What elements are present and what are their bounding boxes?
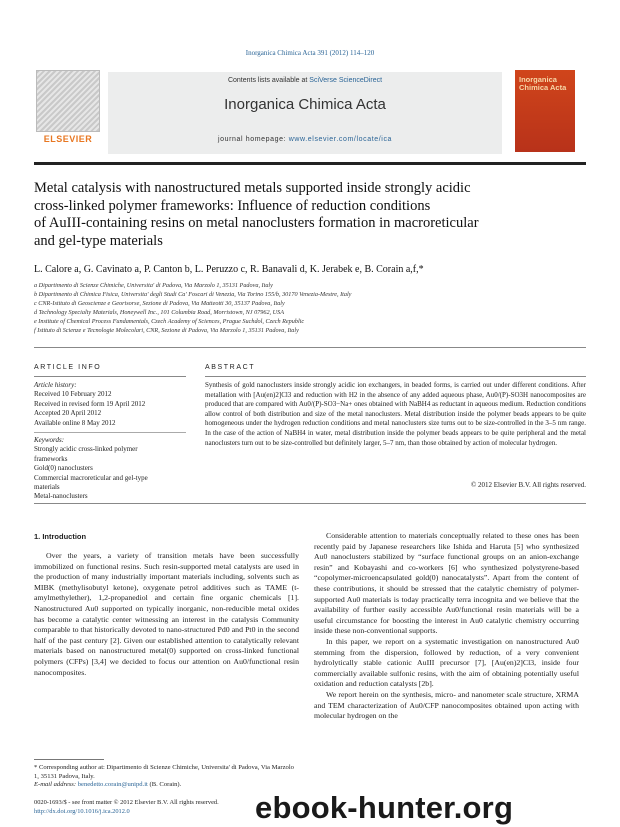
keyword-item: Metal-nanoclusters <box>34 492 88 501</box>
watermark: ebook-hunter.org <box>255 790 514 825</box>
history-item: Received 10 February 2012 <box>34 390 112 399</box>
affiliation-item: d Technology Specialty Materials, Honeywell Inc., 101 Columbia Road, Morristown, NJ 07962, USA <box>34 309 284 317</box>
history-item: Received in revised form 19 April 2012 <box>34 399 146 408</box>
body-paragraph: In this paper, we report on a systematic investigation on nanostructured Au0 stemming from the dispersion, followed by reduction, of a very convenient hydrolytically stable cationic AuIII precursor [7], [Au(en)2]Cl3, inside four commercially available sulfonic resins, with the aim of obtaining potentially useful oxidation and reduction catalysts [2b]. <box>314 636 579 689</box>
email-link[interactable]: benedetto.corain@unipd.it <box>77 781 148 789</box>
article-title: Metal catalysis with nanostructured metals supported inside strongly acidic cross-linked polymer frameworks: Influence of reduction conditions of AuIII-containing resins on metal nanoclusters formation in macroreticular and gel-type materials <box>34 180 479 249</box>
body-paragraph: We report herein on the synthesis, micro- and nanometer scale structure, XRMA and TEM characterization of Au0/CFP nanocomposites obtained upon acting with molecular hydrogen on the <box>314 689 579 721</box>
article-info-rule <box>34 376 186 377</box>
section-heading-introduction: 1. Introduction <box>34 532 87 541</box>
copyright-notice: © 2012 Elsevier B.V. All rights reserved. <box>470 481 586 489</box>
history-item: Available online 8 May 2012 <box>34 418 116 427</box>
author-list: L. Calore a, G. Cavinato a, P. Canton b, L. Peruzzo c, R. Banavali d, K. Jerabek e, B. Corain a,f,* <box>34 264 424 275</box>
issn-line: 0020-1693/$ - see front matter © 2012 Elsevier B.V. All rights reserved. <box>34 799 219 806</box>
keywords-rule <box>34 432 186 433</box>
keyword-item: Strongly acidic cross-linked polymer <box>34 445 138 454</box>
keywords-label: Keywords: <box>34 436 65 444</box>
journal-header-box <box>108 72 502 154</box>
email-line: E-mail address: benedetto.corain@unipd.it (B. Corain). <box>34 781 182 789</box>
affiliation-item: a Dipartimento di Scienze Chimiche, Universita' di Padova, Via Marzolo 1, 35131 Padova, Italy <box>34 282 273 289</box>
affiliation-item: e Institute of Chemical Process Fundamentals, Czech Academy of Sciences, Prague Suchdol, Czech Republic <box>34 318 305 326</box>
doi-link[interactable]: http://dx.doi.org/10.1016/j.ica.2012.0 <box>34 807 130 815</box>
section-divider <box>34 347 586 348</box>
affiliations <box>34 281 586 336</box>
history-item: Accepted 20 April 2012 <box>34 409 102 418</box>
body-divider <box>34 503 586 504</box>
journal-homepage: journal homepage: www.elsevier.com/locate/ica <box>217 136 393 143</box>
body-column-right <box>314 531 579 722</box>
homepage-link[interactable]: www.elsevier.com/locate/ica <box>288 136 393 143</box>
elsevier-tree-icon <box>36 70 100 132</box>
affiliation-item: b Dipartimento di Chimica Fisica, Universita' degli Studi Ca' Foscari di Venezia, Via Torino 155/b, 30170 Venezia-Mestre, Italy <box>34 291 352 299</box>
affiliation-item: c CNR-Istituto di Geoscienze e Georisorse, Sezione di Padova, Via Matteotti 30, 35137 Padova, Italy <box>34 300 285 308</box>
body-paragraph: Considerable attention to materials conceptually related to these ones has been recently paid by Japanese researchers like Ishida and Haruta [5] who synthesized Au0 nanoclusters stabilized by “surface functional groups on an anion-exchange resin” and Kobayashi and co-workers [6] who synthesized polystyrene-based “copolymer-microencapsulated gold(0) nanocatalysts”. Apart from the content of these contributions, it should be stressed that the catalytic chemistry of polymer-supported Au0 materials is today practically terra incognita and we believe that the availability of further easily accessible Au0/functional resin materials will be a useful circumstance for boosting the interest in Au0 catalytic chemistry occurring inside these non-conventional supports. <box>314 531 579 636</box>
article-info-heading: ARTICLE INFO <box>34 364 102 371</box>
body-paragraph: Over the years, a variety of transition metals have been successfully immobilized on functional resins. Such resin-supported metal catalysts are used in the production of many industrially important materials including, solvents such as MIBK (methylisobutyl ketone), oxygenate petrol additives such as TAME (t-amylmethylether), 1,2-propanediol and certain fine organic chemicals [1]. Nanostructured Au0 supported on typically inorganic, non-reducible metal oxides has become a catalytic center witnessing an interest in the catalysis Community comparable to that historically devoted to nano-structured Pd0 and Pt0 in the second half of the past century [2]. Given our established attention to catalytically relevant materials based on nanostructured metal(0) supported on cross-linked functional polymers (CFPs) [3,4] we decided to focus our attention on Au0/functional resin nanocomposites. <box>34 551 299 677</box>
abstract-heading: ABSTRACT <box>205 364 256 371</box>
article-history <box>34 381 186 428</box>
history-label: Article history: <box>34 381 77 389</box>
body-column-left <box>34 551 299 678</box>
journal-title: Inorganica Chimica Acta <box>224 96 386 113</box>
keyword-item: materials <box>34 483 60 492</box>
corresponding-author-note: * Corresponding author at: Dipartimento di Scienze Chimiche, Universita' di Padova, Via Marzolo 1, 35131 Padova, Italy. <box>34 764 294 780</box>
abstract-text: Synthesis of gold nanoclusters inside strongly acidic ion exchangers, in beaded forms, is carried out under different conditions. After metallation with [Au(en)2]Cl3 and reduction with H2 in the absence of any added aqueous phase, Au0/(P)-SO3H nanocomposites are produced that are compared with Au0/(P)-SO3−Na+ ones obtained with NaBH4 as reductant in aqueous medium. Reduction conditions allow control of both distribution and size of the metal nanoclusters. Metal distribution inside the polymer beads appears to be quite homogeneous under the hydrogen reduction conditions and metal nanoclusters size turns out to be size-controlled in the 3–5 nm range. In the case of the action of NaBH4 in water, metal distribution inside the polymer beads appears to be quite peripheral and the metal nanoclusters turn out to be size-controlled but definitely larger, 5–7 nm, than those obtained by action of molecular hydrogen. <box>205 381 586 447</box>
publisher-name: ELSEVIER <box>43 134 93 144</box>
keyword-item: Commercial macroreticular and gel-type <box>34 473 148 482</box>
journal-cover-image <box>515 70 575 152</box>
keyword-item: frameworks <box>34 454 68 463</box>
affiliation-item: f Istituto di Scienze e Tecnologie Molecolari, CNR, Sezione di Padova, Via Marzolo 1, 35131 Padova, Italy <box>34 327 299 335</box>
journal-citation[interactable]: Inorganica Chimica Acta 391 (2012) 114–120 <box>245 49 375 57</box>
abstract-rule <box>205 376 586 377</box>
contents-available: Contents lists available at SciVerse ScienceDirect <box>227 77 383 84</box>
keywords <box>34 436 186 502</box>
footnote <box>34 764 299 790</box>
header-divider <box>34 162 586 165</box>
sciencedirect-link[interactable]: SciVerse ScienceDirect <box>309 77 383 84</box>
cover-title: Inorganica Chimica Acta <box>519 75 567 92</box>
footnote-rule <box>34 759 104 760</box>
elsevier-logo <box>36 70 100 150</box>
keyword-item: Gold(0) nanoclusters <box>34 464 93 473</box>
